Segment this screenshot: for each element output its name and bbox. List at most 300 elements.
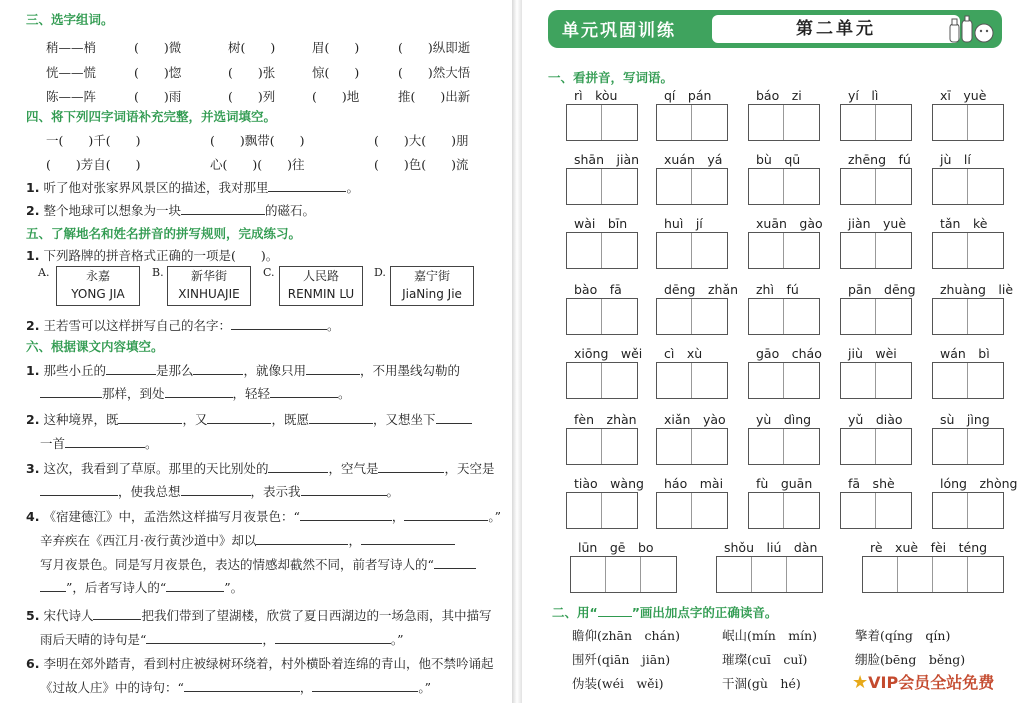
grid-cell[interactable] [876, 105, 911, 140]
q-num: 2. [26, 318, 40, 333]
s6-q1-line1 [26, 361, 460, 379]
s6-q3-line2 [40, 482, 399, 500]
s3-cell: ( )惚 [134, 65, 182, 80]
q-text: 把我们带到了望湖楼，欣赏了夏日西湖边的一场急雨，其中描写 [141, 608, 492, 623]
grid-cell[interactable] [692, 493, 727, 528]
pinyin-label: bào fā [574, 282, 622, 297]
grid-cell[interactable] [749, 105, 784, 140]
pinyin-label: háo mài [664, 476, 724, 491]
sign-chinese: 新华街 [190, 269, 227, 283]
pinyin-label: jiàn yuè [848, 216, 907, 231]
writing-grid[interactable] [656, 492, 728, 529]
s5-q1 [26, 246, 278, 264]
road-sign-b[interactable] [167, 266, 251, 306]
grid-cell[interactable] [657, 493, 692, 528]
grid-cell[interactable] [641, 557, 676, 592]
s3-cell: 惊( ) [312, 65, 360, 80]
answer-blank[interactable] [361, 533, 455, 545]
pinyin-label: shǒu liú dàn [724, 540, 818, 555]
grid-cell[interactable] [933, 105, 968, 140]
grid-cell[interactable] [606, 557, 641, 592]
grid-cell[interactable] [567, 233, 602, 268]
pinyin-label: lóng zhòng [940, 476, 1018, 491]
pinyin-label: rè xuè fèi téng [870, 540, 988, 555]
grid-cell[interactable] [692, 299, 727, 334]
grid-cell[interactable] [933, 363, 968, 398]
grid-cell[interactable] [784, 363, 819, 398]
s6-q2-line1 [26, 410, 472, 428]
grid-cell[interactable] [752, 557, 787, 592]
section-3-title: 三、选字组词。 [26, 12, 114, 27]
pinyin-label: shān jiàn [574, 152, 640, 167]
s6-q4-line4 [40, 578, 243, 596]
grid-cell[interactable] [968, 493, 1003, 528]
writing-grid[interactable] [656, 428, 728, 465]
writing-grid[interactable] [570, 556, 677, 593]
grid-cell[interactable] [784, 299, 819, 334]
writing-grid[interactable] [840, 168, 912, 205]
unit-banner [548, 10, 1002, 48]
answer-blank[interactable] [118, 412, 182, 424]
writing-grid[interactable] [748, 104, 820, 141]
grid-cell[interactable] [933, 557, 968, 592]
grid-cell[interactable] [968, 299, 1003, 334]
grid-cell[interactable] [784, 493, 819, 528]
writing-grid[interactable] [932, 492, 1004, 529]
s6-q2-line2 [40, 434, 158, 452]
answer-blank[interactable] [436, 412, 472, 424]
q-text: 听了他对张家界风景区的描述，我对那里 [43, 180, 269, 195]
answer-blank[interactable] [404, 509, 488, 521]
q-text: 《过故人庄》中的诗句：“ [40, 680, 184, 695]
q-text: 这次，我看到了草原。那里的天比别处的 [43, 461, 269, 476]
pinyin-label: tiào wàng [574, 476, 644, 491]
pinyin-label: yí lì [848, 88, 879, 103]
writing-grid[interactable] [656, 298, 728, 335]
pinyin-label: xuān gào [756, 216, 823, 231]
q-text: 雨后天晴的诗句是“ [40, 632, 147, 647]
q-text: 。 [386, 484, 400, 499]
q-text: ，既愿 [271, 412, 309, 427]
q-num: 6. [26, 656, 40, 671]
writing-grid[interactable] [566, 232, 638, 269]
grid-cell[interactable] [863, 557, 898, 592]
sign-chinese: 人民路 [302, 269, 339, 283]
answer-blank[interactable] [268, 180, 346, 192]
s3-cell: ( )地 [312, 89, 360, 104]
writing-grid[interactable] [840, 492, 912, 529]
s3-cell: 恍——慌 [46, 65, 97, 80]
answer-blank[interactable] [268, 461, 328, 473]
s4-cell: ( )芳自( ) [46, 157, 141, 172]
q-text: 写月夜景色。同是写月夜景色，表达的情感却截然不同，前者写诗人的“ [40, 557, 434, 572]
pinyin-label: dēng zhǎn [664, 282, 739, 297]
bottles-icon [946, 14, 996, 44]
grid-cell[interactable] [692, 105, 727, 140]
reading-item[interactable]: 伪装(wéi wěi) [572, 676, 664, 691]
pinyin-label: lūn gē bo [578, 540, 654, 555]
pinyin-label: rì kòu [574, 88, 618, 103]
title-part: ”画出加点字的正确读音。 [631, 605, 778, 620]
s6-q4-line2 [40, 531, 455, 549]
banner-title: 单元巩固训练 [562, 21, 676, 41]
road-sign-c[interactable] [279, 266, 363, 306]
q-text: 。 [145, 436, 158, 451]
s3-cell: ( )然大悟 [398, 65, 471, 80]
writing-grid[interactable] [840, 232, 912, 269]
q-text: ，使我总想 [118, 484, 181, 499]
vip-text: VIP会员全站免费 [868, 673, 995, 692]
grid-cell[interactable] [692, 429, 727, 464]
pinyin-label: yǔ diào [848, 412, 903, 427]
answer-blank[interactable] [181, 484, 251, 496]
q-text: 。 [326, 318, 340, 333]
answer-blank[interactable] [40, 386, 102, 398]
writing-grid[interactable] [656, 362, 728, 399]
right-section-2-title [552, 603, 777, 621]
answer-blank[interactable] [207, 412, 271, 424]
q-num: 1. [26, 248, 40, 263]
grid-cell[interactable] [968, 169, 1003, 204]
writing-grid[interactable] [566, 104, 638, 141]
option-label: C. [263, 266, 275, 279]
sign-pinyin: JiaNing Jie [402, 287, 462, 301]
writing-grid[interactable] [566, 492, 638, 529]
answer-blank[interactable] [275, 632, 391, 644]
reading-item[interactable]: 岷山(mín mín) [722, 628, 818, 643]
q-text: 李明在郊外踏青，看到村庄被绿树环绕着，村外横卧着连绵的青山，他不禁吟诵起 [43, 656, 494, 671]
grid-cell[interactable] [657, 363, 692, 398]
pinyin-label: bù qū [756, 152, 801, 167]
grid-cell[interactable] [657, 429, 692, 464]
q-num: 2. [26, 203, 40, 218]
grid-cell[interactable] [657, 105, 692, 140]
s6-q5-line2 [40, 630, 404, 648]
pinyin-label: xuán yá [664, 152, 723, 167]
s3-cell: 眉( ) [312, 40, 360, 55]
s4-q2 [26, 201, 315, 219]
grid-cell[interactable] [898, 557, 933, 592]
q-text: ”，后者写诗人的“ [66, 580, 167, 595]
grid-cell[interactable] [602, 299, 637, 334]
s4-cell: ( )飘带( ) [210, 133, 305, 148]
pinyin-label: sù jìng [940, 412, 990, 427]
grid-cell[interactable] [749, 429, 784, 464]
s3-cell: ( )雨 [134, 89, 182, 104]
q-text: ，又想坐下 [372, 412, 436, 427]
right-section-1-title: 一、看拼音，写词语。 [548, 70, 674, 85]
answer-blank[interactable] [106, 363, 156, 375]
grid-cell[interactable] [933, 429, 968, 464]
grid-cell[interactable] [933, 493, 968, 528]
grid-cell[interactable] [692, 363, 727, 398]
s4-q1 [26, 178, 359, 196]
pinyin-label: jiù wèi [848, 346, 897, 361]
grid-cell[interactable] [602, 233, 637, 268]
pinyin-label: gāo cháo [756, 346, 822, 361]
s3-cell: 推( )出新 [398, 89, 471, 104]
answer-blank[interactable] [165, 386, 233, 398]
s4-cell: 一( )千( ) [46, 133, 141, 148]
q-num: 1. [26, 180, 40, 195]
q-text: 那样，到处 [102, 386, 165, 401]
q-text: 那些小丘的 [43, 363, 106, 378]
unit-title: 第二单元 [712, 15, 960, 43]
writing-grid[interactable] [748, 298, 820, 335]
q-num: 1. [26, 363, 40, 378]
grid-cell[interactable] [876, 299, 911, 334]
grid-cell[interactable] [841, 233, 876, 268]
writing-grid[interactable] [566, 298, 638, 335]
s3-cell: 陈——阵 [46, 89, 97, 104]
grid-cell[interactable] [602, 363, 637, 398]
answer-blank[interactable] [166, 580, 224, 592]
reading-item[interactable]: 瞻仰(zhān chán) [572, 628, 680, 643]
q-text: 王若雪可以这样拼写自己的名字： [43, 318, 231, 333]
q-text: 这种境界，既 [43, 412, 119, 427]
q-text: 是那么 [155, 363, 194, 378]
s5-q2 [26, 316, 339, 334]
grid-cell[interactable] [602, 493, 637, 528]
answer-blank[interactable] [146, 632, 262, 644]
q-text: 的磁石。 [264, 203, 315, 218]
writing-grid[interactable] [656, 232, 728, 269]
s6-q4-line1 [26, 507, 501, 525]
writing-grid[interactable] [748, 168, 820, 205]
answer-blank[interactable] [434, 557, 476, 569]
writing-grid[interactable] [840, 298, 912, 335]
grid-cell[interactable] [968, 233, 1003, 268]
grid-cell[interactable] [657, 233, 692, 268]
pinyin-label: fù guān [756, 476, 813, 491]
grid-cell[interactable] [841, 299, 876, 334]
grid-cell[interactable] [692, 233, 727, 268]
pinyin-label: báo zi [756, 88, 802, 103]
sign-pinyin: RENMIN LU [287, 287, 355, 301]
s3-cell: 树( ) [228, 40, 276, 55]
reading-item[interactable]: 干涸(gù hé) [722, 676, 801, 691]
grid-cell[interactable] [968, 363, 1003, 398]
sign-chinese: 永嘉 [85, 269, 110, 283]
s3-cell: ( )微 [134, 40, 182, 55]
grid-cell[interactable] [749, 363, 784, 398]
s3-cell: ( )张 [228, 65, 276, 80]
writing-grid[interactable] [748, 428, 820, 465]
writing-grid[interactable] [932, 362, 1004, 399]
pinyin-label: xī yuè [940, 88, 987, 103]
q-num: 3. [26, 461, 40, 476]
pinyin-label: fèn zhàn [574, 412, 637, 427]
s6-q5-line1 [26, 606, 491, 624]
q-text: ，就像只用 [243, 363, 306, 378]
grid-cell[interactable] [876, 363, 911, 398]
grid-cell[interactable] [657, 169, 692, 204]
grid-cell[interactable] [567, 105, 602, 140]
grid-cell[interactable] [749, 299, 784, 334]
answer-blank[interactable] [270, 386, 338, 398]
grid-cell[interactable] [933, 169, 968, 204]
grid-cell[interactable] [787, 557, 822, 592]
grid-cell[interactable] [602, 169, 637, 204]
answer-blank[interactable] [301, 484, 387, 496]
writing-grid[interactable] [566, 362, 638, 399]
writing-grid[interactable] [932, 168, 1004, 205]
grid-cell[interactable] [749, 233, 784, 268]
answer-blank[interactable] [256, 533, 348, 545]
option-label: A. [38, 266, 50, 279]
pinyin-label: wài bīn [574, 216, 628, 231]
q-num: 4. [26, 509, 40, 524]
grid-cell[interactable] [876, 429, 911, 464]
grid-cell[interactable] [841, 105, 876, 140]
writing-grid[interactable] [932, 104, 1004, 141]
star-icon: ★ [852, 672, 869, 693]
s6-q6-line1 [26, 654, 493, 672]
grid-cell[interactable] [784, 233, 819, 268]
writing-grid[interactable] [566, 168, 638, 205]
writing-grid[interactable] [656, 104, 728, 141]
reading-item[interactable]: 绷脸(bēng běng) [855, 652, 966, 667]
reading-item[interactable]: 擎着(qíng qín) [855, 628, 951, 643]
answer-blank[interactable] [40, 484, 118, 496]
q-text: 整个地球可以想象为一块 [43, 203, 181, 218]
grid-cell[interactable] [841, 493, 876, 528]
answer-blank[interactable] [181, 203, 265, 215]
grid-cell[interactable] [571, 557, 606, 592]
grid-cell[interactable] [602, 429, 637, 464]
q-text: 。” [390, 632, 404, 647]
grid-cell[interactable] [567, 169, 602, 204]
q-text: 一首 [40, 436, 66, 451]
q-text: ，轻轻 [232, 386, 271, 401]
q-text: ， [299, 680, 313, 695]
pinyin-label: xiōng wěi [574, 346, 643, 361]
s4-cell: ( )大( )朋 [374, 133, 469, 148]
writing-grid[interactable] [862, 556, 1004, 593]
grid-cell[interactable] [749, 169, 784, 204]
writing-grid[interactable] [716, 556, 823, 593]
road-sign-d[interactable] [390, 266, 474, 306]
grid-cell[interactable] [968, 557, 1003, 592]
road-sign-a[interactable] [56, 266, 140, 306]
grid-cell[interactable] [876, 493, 911, 528]
grid-cell[interactable] [692, 169, 727, 204]
reading-item[interactable]: 璀璨(cuī cuǐ) [722, 652, 808, 667]
answer-blank[interactable] [306, 363, 360, 375]
grid-cell[interactable] [841, 363, 876, 398]
q-text: ，空气是 [328, 461, 379, 476]
grid-cell[interactable] [567, 363, 602, 398]
reading-item[interactable]: 围歼(qiān jiān) [572, 652, 671, 667]
section-4-title: 四、将下列四字词语补充完整，并选词填空。 [26, 109, 277, 124]
sign-pinyin: YONG JIA [71, 287, 125, 301]
answer-blank[interactable] [184, 680, 300, 692]
s3-cell: ( )列 [228, 89, 276, 104]
answer-blank[interactable] [40, 580, 66, 592]
writing-grid[interactable] [932, 428, 1004, 465]
q-text: ，表示我 [250, 484, 301, 499]
grid-cell[interactable] [841, 169, 876, 204]
vip-watermark [852, 670, 994, 693]
grid-cell[interactable] [784, 429, 819, 464]
q-text: ， [262, 632, 275, 647]
answer-blank[interactable] [309, 412, 373, 424]
writing-grid[interactable] [840, 362, 912, 399]
writing-grid[interactable] [748, 492, 820, 529]
grid-cell[interactable] [933, 233, 968, 268]
s6-q1-line2 [40, 384, 351, 402]
pinyin-label: wán bì [940, 346, 990, 361]
pinyin-label: jù lí [940, 152, 971, 167]
s4-cell: 心( )( )往 [210, 157, 305, 172]
grid-cell[interactable] [876, 233, 911, 268]
section-5-title: 五、了解地名和姓名拼音的拼写规则，完成练习。 [26, 226, 302, 241]
grid-cell[interactable] [567, 493, 602, 528]
grid-cell[interactable] [567, 429, 602, 464]
writing-grid[interactable] [932, 298, 1004, 335]
grid-cell[interactable] [567, 299, 602, 334]
answer-blank[interactable] [378, 461, 444, 473]
grid-cell[interactable] [841, 429, 876, 464]
answer-blank[interactable] [193, 363, 243, 375]
answer-blank[interactable] [231, 318, 327, 330]
answer-blank[interactable] [93, 608, 141, 620]
grid-cell[interactable] [784, 105, 819, 140]
pinyin-label: huì jí [664, 216, 703, 231]
grid-cell[interactable] [602, 105, 637, 140]
writing-grid[interactable] [932, 232, 1004, 269]
answer-blank[interactable] [300, 509, 392, 521]
q-num: 2. [26, 412, 40, 427]
s3-cell: ( )纵即逝 [398, 40, 471, 55]
q-text: 下列路牌的拼音格式正确的一项是( )。 [43, 248, 279, 263]
q-text: ， [348, 533, 361, 548]
s6-q4-line3 [40, 555, 476, 573]
pinyin-label: pān dēng [848, 282, 916, 297]
answer-blank[interactable] [312, 680, 418, 692]
q-text: ，又 [182, 412, 208, 427]
grid-cell[interactable] [657, 299, 692, 334]
pinyin-label: zhuàng liè [940, 282, 1014, 297]
grid-cell[interactable] [933, 299, 968, 334]
writing-grid[interactable] [748, 362, 820, 399]
option-label: D. [374, 266, 386, 279]
option-label: B. [152, 266, 164, 279]
grid-cell[interactable] [717, 557, 752, 592]
grid-cell[interactable] [968, 429, 1003, 464]
pinyin-label: zhēng fú [848, 152, 911, 167]
grid-cell[interactable] [876, 169, 911, 204]
grid-cell[interactable] [784, 169, 819, 204]
grid-cell[interactable] [968, 105, 1003, 140]
answer-blank[interactable] [65, 436, 145, 448]
writing-grid[interactable] [840, 104, 912, 141]
q-text: ，天空是 [444, 461, 495, 476]
q-text: ，不用墨线勾勒的 [359, 363, 460, 378]
writing-grid[interactable] [656, 168, 728, 205]
grid-cell[interactable] [749, 493, 784, 528]
writing-grid[interactable] [840, 428, 912, 465]
s6-q3-line1 [26, 459, 494, 477]
writing-grid[interactable] [566, 428, 638, 465]
writing-grid[interactable] [748, 232, 820, 269]
pinyin-label: cì xù [664, 346, 703, 361]
title-part: 二、用“ [552, 605, 598, 620]
pinyin-label: fā shè [848, 476, 895, 491]
section-6-title: 六、根据课文内容填空。 [26, 339, 164, 354]
pinyin-label: tǎn kè [940, 216, 988, 231]
q-text: 《宿建德江》中，孟浩然这样描写月夜景色：“ [43, 509, 300, 524]
